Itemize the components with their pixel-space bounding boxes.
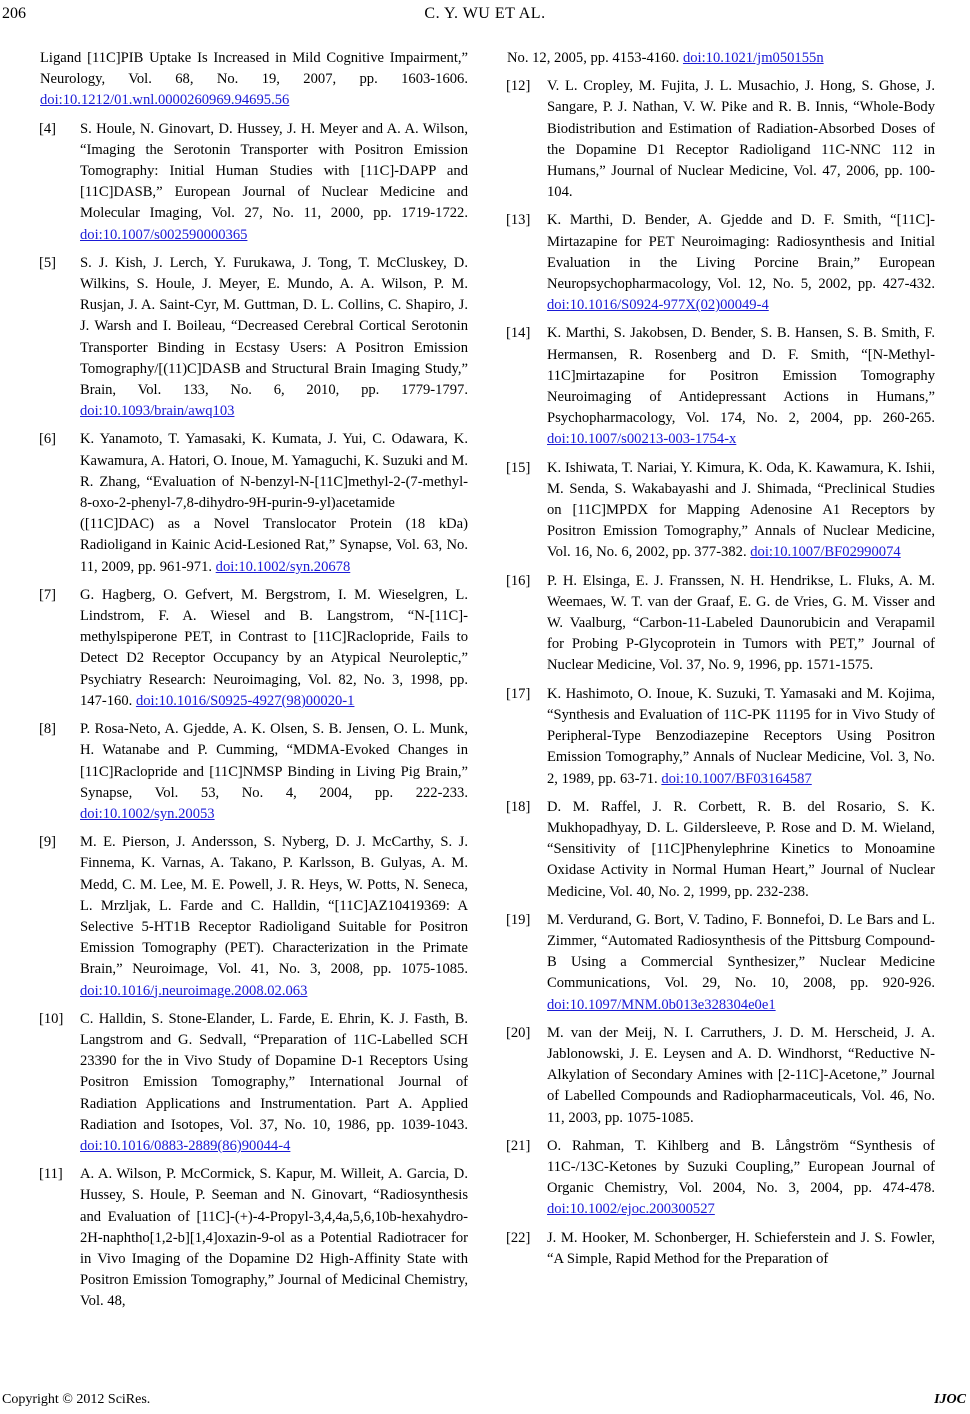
doi-link[interactable]: doi:10.1212/01.wnl.0000260969.94695.56: [40, 92, 290, 109]
reference-text: No. 12, 2005, pp. 4153-4160.: [507, 50, 680, 66]
reference-item: [507, 458, 935, 564]
reference-item: [40, 48, 468, 112]
right-column: [507, 48, 935, 1277]
reference-text: P. H. Elsinga, E. J. Franssen, N. H. Hendrikse, L. Fluks, A. M. Weemaes, W. T. van der Graaf, E. G. de Vries, G. M. Visser and W. Vaalburg, “Carbon-11-Labeled Daunorubicin and Verapamil for Probing P-Glycoprotein in Tumors with PET,” Journal of Nuclear Medicine, Vol. 37, No. 9, 1996, pp. 1571-1575.: [547, 572, 935, 674]
reference-item: [507, 323, 935, 450]
doi-link[interactable]: doi:10.1007/s00213-003-1754-x: [547, 431, 737, 448]
reference-text: S. Houle, N. Ginovart, D. Hussey, J. H. Meyer and A. A. Wilson, “Imaging the Serotonin Transporter with Positron Emission Tomography: Initial Human Studies with [11C]-DAPP and [11C]DASB,” European Journal of Nuclear Medicine and Molecular Imaging, Vol. 27, No. 11, 2000, pp. 1719-1722.: [80, 120, 468, 222]
doi-link[interactable]: doi:10.1016/0883-2889(86)90044-4: [80, 1137, 291, 1154]
reference-number: [4]: [39, 120, 57, 137]
reference-text: M. van der Meij, N. I. Carruthers, J. D. M. Herscheid, J. A. Jablonowski, J. E. Leysen and A. D. Windhorst, “Reductive N-Alkylation of Secondary Amines with [2-11C]-Acetone,” Journal of Labelled Compounds and Radiopharmaceuticals, Vol. 46, No. 11, 2003, pp. 1075-1085.: [547, 1024, 935, 1126]
reference-number: [6]: [39, 431, 57, 448]
reference-number: [18]: [506, 798, 531, 815]
reference-number: [5]: [39, 254, 57, 271]
reference-text: S. J. Kish, J. Lerch, Y. Furukawa, J. Tong, T. McCluskey, D. Wilkins, S. Houle, J. Meyer, E. Mundo, A. A. Wilson, P. M. Rusjan, J. A. Saint-Cyr, M. Guttman, D. L. Collins, C. Shapiro, J. J. Warsh and I. Boileau, “Decreased Cerebral Cortical Serotonin Transporter Binding in Ecstasy Users: A Positron Emission Tomography/[(11)C]DASB and Structural Brain Imaging Study,” Brain, Vol. 133, No. 6, 2010, pp. 1779-1797.: [80, 254, 468, 399]
doi-link[interactable]: doi:10.1002/ejoc.200300527: [547, 1201, 715, 1218]
reference-text: O. Rahman, T. Kihlberg and B. Långström “Synthesis of 11C-/13C-Ketones by Suzuki Coupling,” European Journal of Organic Chemistry, Vol. 2004, No. 3, 2004, pp. 474-478.: [547, 1137, 935, 1197]
doi-link[interactable]: doi:10.1093/brain/awq103: [80, 403, 235, 420]
reference-text: K. Marthi, D. Bender, A. Gjedde and D. F. Smith, “[11C]-Mirtazapine for PET Neuroimaging: Radiosynthesis and Initial Evaluation in the Living Porcine Brain,” European Neuropsychopharmacology, Vol. 12, No. 5, 2002, pp. 427-432.: [547, 212, 935, 293]
page-footer: [0, 1390, 970, 1410]
reference-item: [507, 76, 935, 203]
reference-number: [15]: [506, 459, 531, 476]
reference-number: [11]: [39, 1166, 63, 1183]
running-title: C. Y. WU ET AL.: [424, 5, 546, 22]
page-number: 206: [2, 5, 26, 22]
reference-text: D. M. Raffel, J. R. Corbett, R. B. del Rosario, S. K. Mukhopadhyay, D. L. Gildersleeve, P. Rose and D. M. Wieland, “Sensitivity of [11C]Phenylephrine Kinetics to Monoamine Oxidase Activity in Normal Human Heart,” Journal of Nuclear Medicine, Vol. 40, No. 2, 1999, pp. 232-238.: [547, 798, 935, 900]
reference-text: A. A. Wilson, P. McCormick, S. Kapur, M. Willeit, A. Garcia, D. Hussey, S. Houle, P. Seeman and N. Ginovart, “Radiosynthesis and Evaluation of [11C]-(+)-4-Propyl-3,4,4a,5,6,10b-hexahydro-2H-naphtho[1,2-b][1,4]oxazin-9-ol as a Potential Radiotracer for in Vivo Imaging of the Dopamine D2 High-Affinity State with Positron Emission Tomography,” Journal of Medicinal Chemistry, Vol. 48,: [80, 1166, 468, 1310]
doi-link[interactable]: doi:10.1016/j.neuroimage.2008.02.063: [80, 982, 308, 999]
doi-link[interactable]: doi:10.1016/S0924-977X(02)00049-4: [547, 297, 769, 314]
reference-item: [40, 832, 468, 1002]
reference-text: G. Hagberg, O. Gefvert, M. Bergstrom, I. M. Wieselgren, L. Lindstrom, F. A. Wiesel and B. Langstrom, “N-[11C]-methylspiperone PET, in Contrast to [11C]Raclopride, Fails to Detect D2 Receptor Occupancy by an Atypical Neuroleptic,” Psychiatry Research: Neuroimaging, Vol. 82, No. 3, 1998, pp. 147-160.: [80, 586, 468, 709]
reference-item: [507, 684, 935, 790]
reference-text: C. Halldin, S. Stone-Elander, L. Farde, E. Ehrin, K. J. Fasth, B. Langstrom and G. Sedvall, “Preparation of 11C-Labelled SCH 23390 for the in Vivo Study of Dopamine D-1 Receptors Using Positron Emission Tomography,” International Journal of Radiation Applications and Instrumentation. Part A. Applied Radiation and Isotopes, Vol. 37, No. 10, 1986, pp. 1039-1043.: [80, 1010, 468, 1133]
reference-number: [8]: [39, 721, 57, 738]
reference-number: [21]: [506, 1137, 531, 1154]
reference-item: [40, 429, 468, 577]
reference-text: M. Verdurand, G. Bort, V. Tadino, F. Bonnefoi, D. Le Bars and L. Zimmer, “Automated Radiosynthesis of the Pittsburg Compound-B Using a Commercial Synthesizer,” Nuclear Medicine Communications, Vol. 29, No. 10, 2008, pp. 920-926.: [547, 911, 935, 992]
reference-text: J. M. Hooker, M. Schonberger, H. Schieferstein and J. S. Fowler, “A Simple, Rapid Method for the Preparation of: [547, 1229, 935, 1267]
reference-text: M. E. Pierson, J. Andersson, S. Nyberg, D. J. McCarthy, S. J. Finnema, K. Varnas, A. Takano, P. Karlsson, B. Gulyas, A. M. Medd, C. M. Lee, M. E. Powell, J. R. Heys, W. Potts, N. Seneca, L. Mrzljak, L. Farde and C. Halldin, “[11C]AZ10419369: A Selective 5-HT1B Receptor Radioligand Suitable for Positron Emission Tomography (PET). Characterization in the Primate Brain,” Neuroimage, Vol. 41, No. 3, 2008, pp. 1075-1085.: [80, 834, 468, 978]
reference-text: K. Marthi, S. Jakobsen, D. Bender, S. B. Hansen, S. B. Smith, F. Hermansen, R. Rosenberg and D. F. Smith, “[N-Methyl-11C]mirtazapine for Positron Emission Tomography Neuroimaging of Antidepressant Actions in Humans,” Psychopharmacology, Vol. 174, No. 2, 2004, pp. 260-265.: [547, 325, 935, 427]
reference-number: [7]: [39, 586, 57, 603]
reference-text: K. Yanamoto, T. Yamasaki, K. Kumata, J. Yui, C. Odawara, K. Kawamura, A. Hatori, O. Inoue, M. Yamaguchi, K. Suzuki and M. R. Zhang, “Evaluation of N-benzyl-N-[11C]methyl-2-(7-methyl-8-oxo-2-phenyl-7,8-dihydro-9H-purin-9-yl)acetamide ([11C]DAC) as a Novel Translocator Protein (18 kDa) Radioligand in Kainic Acid-Lesioned Rat,” Synapse, Vol. 63, No. 11, 2009, pp. 961-971.: [80, 431, 468, 575]
reference-number: [14]: [506, 325, 531, 342]
doi-link[interactable]: doi:10.1007/BF02990074: [750, 544, 901, 561]
reference-number: [17]: [506, 685, 531, 702]
copyright-notice: Copyright © 2012 SciRes.: [2, 1392, 151, 1407]
page-header: [0, 2, 970, 26]
doi-link[interactable]: doi:10.1016/S0925-4927(98)00020-1: [135, 692, 355, 709]
doi-link[interactable]: doi:10.1021/jm050155n: [682, 50, 824, 66]
reference-item: [507, 210, 935, 316]
reference-item: [507, 1136, 935, 1221]
reference-text: K. Ishiwata, T. Nariai, Y. Kimura, K. Oda, K. Kawamura, K. Ishii, M. Senda, S. Wakabayashi and J. Shimada, “Preclinical Studies on [11C]MPDX for Mapping Adenosine A1 Receptors by Positron Emission Tomography,” Annals of Nuclear Medicine, Vol. 16, No. 6, 2002, pp. 377-382.: [547, 459, 935, 561]
reference-number: [12]: [506, 78, 531, 95]
reference-item: [40, 253, 468, 423]
reference-number: [19]: [506, 911, 531, 928]
reference-number: [10]: [39, 1010, 64, 1027]
reference-item: [40, 719, 468, 825]
reference-item: [40, 1164, 468, 1312]
doi-link[interactable]: doi:10.1007/BF03164587: [661, 770, 812, 787]
reference-item: [507, 910, 935, 1016]
reference-item: [507, 571, 935, 677]
reference-number: [13]: [506, 212, 531, 229]
doi-link[interactable]: doi:10.1002/syn.20053: [80, 805, 215, 822]
reference-text: K. Hashimoto, O. Inoue, K. Suzuki, T. Yamasaki and M. Kojima, “Synthesis and Evaluation of 11C-PK 11195 for in Vivo Study of Peripheral-Type Benzodiazepine Receptors Using Positron Emission Tomography,” Annals of Nuclear Medicine, Vol. 3, No. 2, 1989, pp. 63-71.: [547, 685, 935, 787]
doi-link[interactable]: doi:10.1007/s002590000365: [80, 226, 248, 243]
journal-abbreviation: IJOC: [934, 1392, 966, 1407]
reference-item: [507, 1023, 935, 1129]
reference-text: V. L. Cropley, M. Fujita, J. L. Musachio, J. Hong, S. Ghose, J. Sangare, P. J. Nathan, V. W. Pike and R. B. Innis, “Whole-Body Biodistribution and Estimation of Radiation-Absorbed Doses of the Dopamine D1 Receptor Radioligand 11C-NNC 112 in Humans,” Journal of Nuclear Medicine, Vol. 47, 2006, pp. 100-104.: [547, 78, 935, 201]
reference-number: [22]: [506, 1229, 531, 1246]
left-column: [40, 48, 468, 1320]
reference-number: [16]: [506, 572, 531, 589]
reference-text: P. Rosa-Neto, A. Gjedde, A. K. Olsen, S. B. Jensen, O. L. Munk, H. Watanabe and P. Cumming, “MDMA-Evoked Changes in [11C]Raclopride and [11C]NMSP Binding in Living Pig Brain,” Synapse, Vol. 53, No. 4, 2004, pp. 222-233.: [80, 721, 468, 801]
reference-number: [20]: [506, 1024, 531, 1041]
reference-number: [9]: [39, 834, 57, 851]
reference-item: [40, 119, 468, 246]
doi-link[interactable]: doi:10.1097/MNM.0b013e328304e0e1: [547, 996, 776, 1013]
reference-item: [507, 48, 935, 69]
reference-text: Ligand [11C]PIB Uptake Is Increased in Mild Cognitive Impairment,” Neurology, Vol. 68, No. 19, 2007, pp. 1603-1606.: [40, 50, 468, 88]
doi-link[interactable]: doi:10.1002/syn.20678: [215, 558, 351, 575]
reference-item: [507, 797, 935, 903]
reference-item: [507, 1228, 935, 1270]
reference-item: [40, 585, 468, 712]
reference-item: [40, 1009, 468, 1157]
